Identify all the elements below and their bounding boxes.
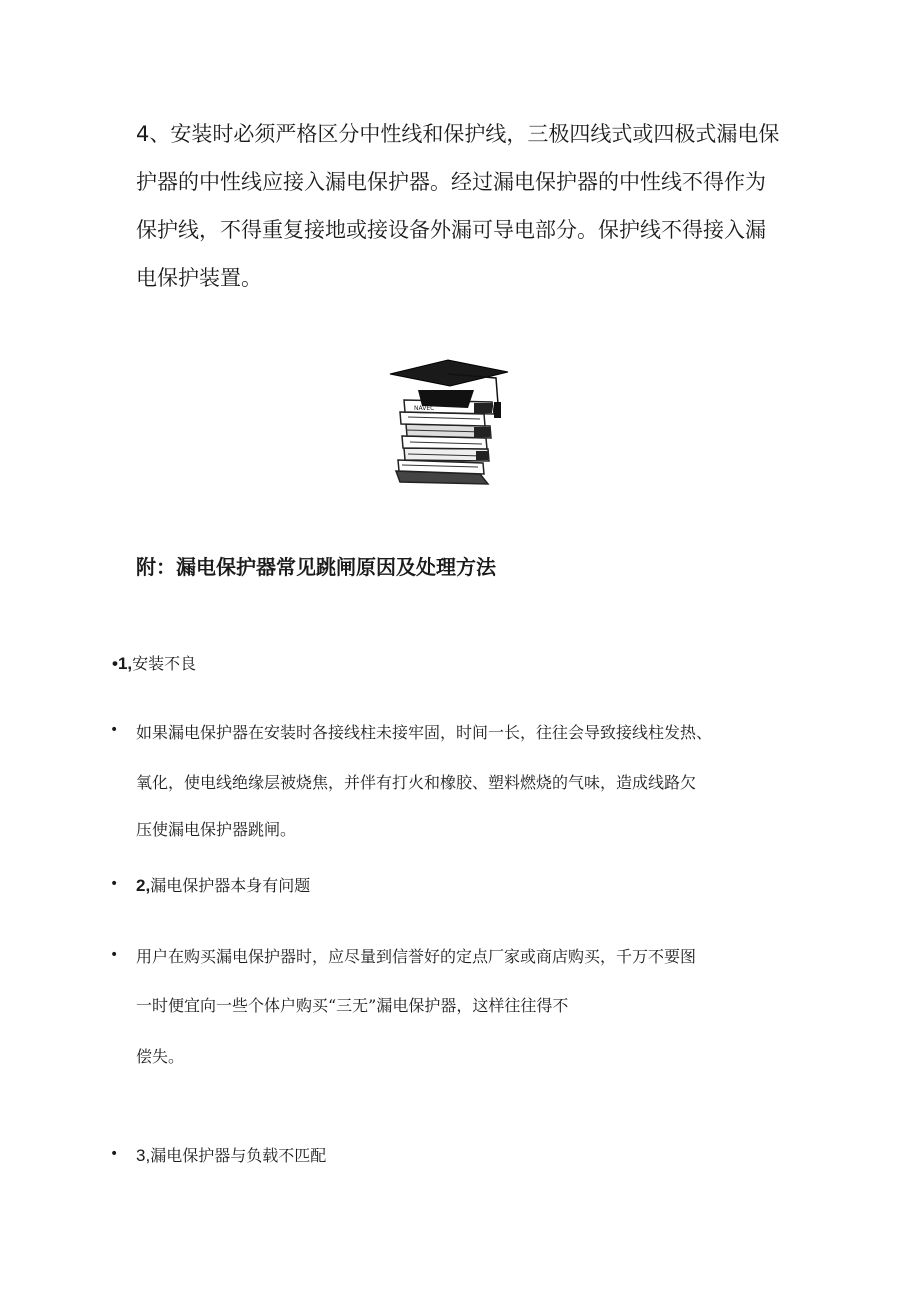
item-3-label: 漏电保护器与负载不匹配: [150, 1146, 327, 1165]
item-2-number: 2,: [136, 876, 151, 895]
book-spine-label: NAVEC: [414, 405, 435, 412]
bullet: •: [110, 1146, 119, 1162]
item-2-body-line-2: 一时便宜向一些个体户购买“三无”漏电保护器，这样往往得不: [136, 996, 569, 1015]
section-4-line-3: 保护线，不得重复接地或接设备外漏可导电部分。保护线不得接入漏: [136, 218, 766, 242]
bullet: •: [110, 876, 119, 892]
bullet: •: [110, 722, 119, 738]
item-2-body-line-3: 偿失。: [136, 1047, 185, 1066]
item-1-body-line-1: 如果漏电保护器在安装时各接线柱未接牢固，时间一长，往往会导致接线柱发热、: [136, 723, 713, 742]
graduation-cap-on-books-icon: [388, 356, 510, 494]
section-4-line-1: 4、安装时必须严格区分中性线和保护线，三极四线式或四极式漏电保: [136, 122, 780, 146]
item-2-title: [136, 873, 310, 896]
item-2-body-line-1: 用户在购买漏电保护器时，应尽量到信誉好的定点厂家或商店购买，千万不要图: [136, 947, 697, 966]
item-3-title: [136, 1143, 326, 1166]
item-1-title: [112, 651, 196, 674]
item-3-number: 3,: [136, 1146, 151, 1165]
appendix-heading: 附：漏电保护器常见跳闸原因及处理方法: [136, 555, 496, 579]
item-1-body-line-3: 压使漏电保护器跳闸。: [136, 820, 297, 839]
section-4-line-2: 护器的中性线应接入漏电保护器。经过漏电保护器的中性线不得作为: [136, 170, 766, 194]
section-4-line-4: 电保护装置。: [136, 266, 262, 290]
item-1-number: •1,: [112, 654, 133, 673]
bullet: •: [110, 947, 119, 963]
item-1-label: 安装不良: [132, 654, 197, 673]
item-1-body-line-2: 氧化，使电线绝缘层被烧焦，并伴有打火和橡胶、塑料燃烧的气味，造成线路欠: [136, 773, 697, 792]
item-2-label: 漏电保护器本身有问题: [150, 876, 311, 895]
